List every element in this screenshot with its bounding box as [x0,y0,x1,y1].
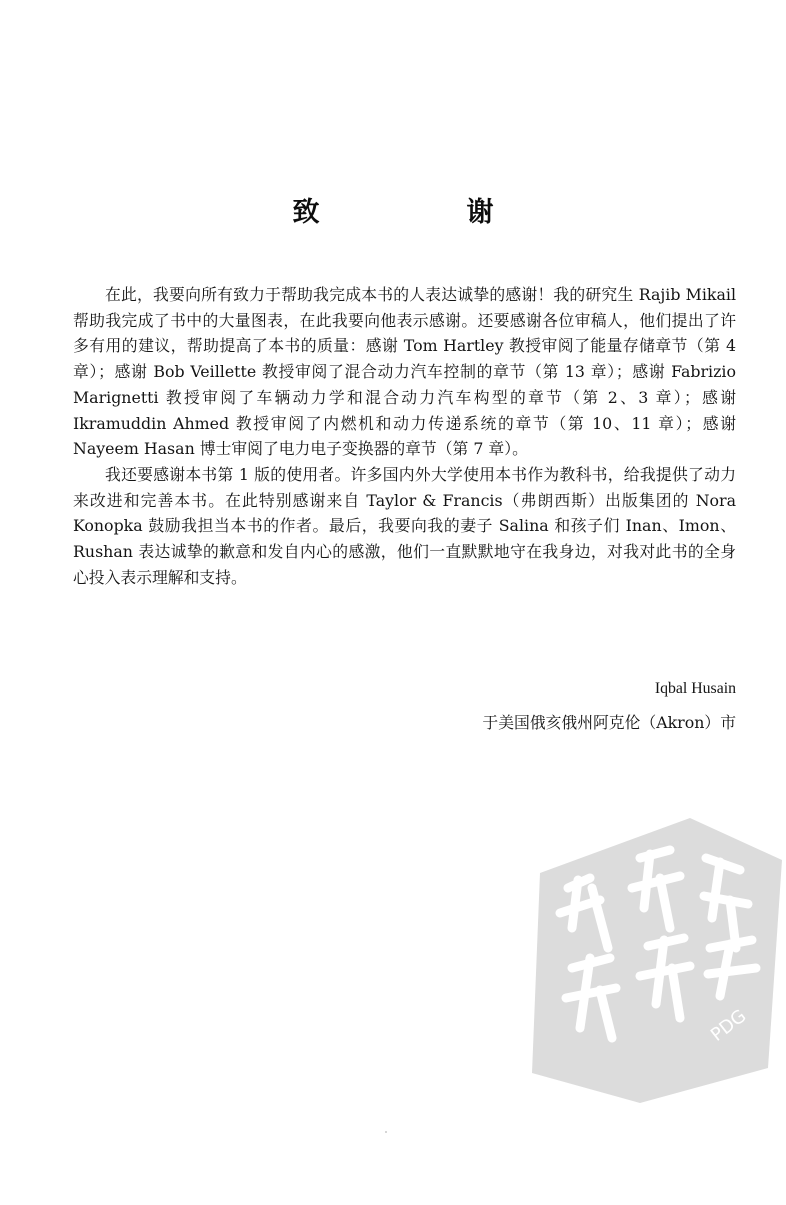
page-speck [385,1131,387,1133]
paragraph-1: 在此，我要向所有致力于帮助我完成本书的人表达诚挚的感谢！我的研究生 Rajib Mikail 帮助我完成了书中的大量图表，在此我要向他表示感谢。还要感谢各位审稿人，他们提出了许多有用的建议，帮助提高了本书的质量：感谢 Tom Hartley 教授审阅了能量存储章节（第 4 章）；感谢 Bob Veillette 教授审阅了混合动力汽车控制的章节（第 13 章）；感谢 Fabrizio Marignetti 教授审阅了车辆动力学和混合动力汽车构型的章节（第 2、3 章）；感谢 Ikramuddin Ahmed 教授审阅了内燃机和动力传递系统的章节（第 10、11 章）；感谢 Nayeem Hasan 博士审阅了电力电子变换器的章节（第 7 章）。 [73,285,736,459]
page-title: 致 谢 [292,197,554,228]
author-location: 于美国俄亥俄州阿克伦（Akron）市 [482,713,736,732]
watermark-seal-icon [520,818,786,1103]
watermark-text: PDG [706,1005,751,1046]
acknowledgment-body [73,282,736,590]
paragraph-2: 我还要感谢本书第 1 版的使用者。许多国内外大学使用本书作为教科书，给我提供了动力来改进和完善本书。在此特别感谢来自 Taylor & Francis（弗朗西斯）出版集团的 Nora Konopka 鼓励我担当本书的作者。最后，我要向我的妻子 Salina 和孩子们 Inan、Imon、Rushan 表达诚挚的歉意和发自内心的感激，他们一直默默地守在我身边，对我对此书的全身心投入表示理解和支持。 [73,464,736,587]
author-name: Iqbal Husain [654,680,736,697]
